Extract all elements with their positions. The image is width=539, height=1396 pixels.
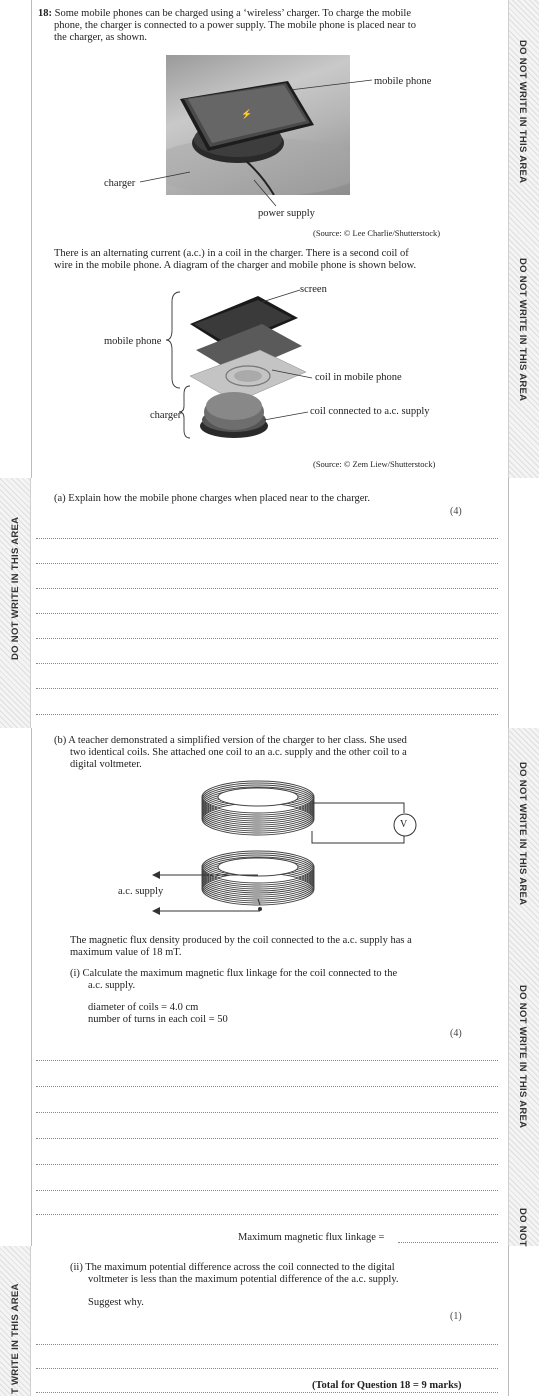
flux-linkage-answer-label: Maximum magnetic flux linkage = [238,1232,385,1243]
part-b-ii-line1: (ii) The maximum potential difference across the coil connected to the digital [70,1262,395,1273]
part-b-i-turns: number of turns in each coil = 50 [88,1014,228,1025]
question-intro-line2: phone, the charger is connected to a power supply. The mobile phone is placed near to [54,20,416,31]
part-b-i-diameter: diameter of coils = 4.0 cm [88,1002,199,1013]
part-b-line1: (b) A teacher demonstrated a simplified version of the charger to her class. She used [54,735,407,746]
voltmeter-label: V [400,819,408,830]
photo-label-charger: charger [104,178,136,189]
answer-line-b-ii-3[interactable] [36,1392,498,1393]
question-intro-line3: the charger, as shown. [54,32,147,43]
border-line-right-bottom [508,1246,509,1396]
answer-line-a2[interactable] [36,563,498,564]
answer-line-a4[interactable] [36,613,498,614]
part-b-ii-suggest: Suggest why. [88,1297,144,1308]
margin-label-left-2: T WRITE IN THIS AREA [10,1283,21,1394]
svg-text:⚡: ⚡ [241,109,253,119]
part-b-ii-line2: voltmeter is less than the maximum potential difference of the a.c. supply. [88,1274,399,1285]
border-line-right-mid [508,478,509,728]
working-line-5[interactable] [36,1164,498,1165]
ac-supply-label: a.c. supply [118,886,164,897]
photo-label-power-supply: power supply [258,208,315,219]
margin-label-right-4: DO NOT WRITE IN THIS AREA [517,985,528,1129]
para2-line2: wire in the mobile phone. A diagram of the charger and mobile phone is shown below. [54,260,417,271]
part-b-flux-line1: The magnetic flux density produced by the coil connected to the a.c. supply has a [70,935,412,946]
photo-leader-lines [0,0,539,230]
photo-label-mobile-phone: mobile phone [374,76,432,87]
margin-label-right-1: DO NOT WRITE IN THIS AREA [517,40,528,184]
part-b-line2: two identical coils. She attached one coil to an a.c. supply and the other coil to a [70,747,407,758]
part-a-text: (a) Explain how the mobile phone charges when placed near to the charger. [54,493,370,504]
diagram-source: (Source: © Zem Liew/Shutterstock) [313,459,436,469]
diagram-label-mobile-phone: mobile phone [104,336,162,347]
question-intro-line1: Some mobile phones can be charged using a ‘wireless’ charger. To charge the mobile [54,8,411,19]
part-b-i-line2: a.c. supply. [88,980,136,991]
answer-line-a8[interactable] [36,714,498,715]
answer-line-b-ii-1[interactable] [36,1344,498,1345]
working-line-4[interactable] [36,1138,498,1139]
diagram-label-coil-supply: coil connected to a.c. supply [310,406,430,417]
question-number: 18: [38,8,52,19]
answer-line-a5[interactable] [36,638,498,639]
para2-line1: There is an alternating current (a.c.) in a coil in the charger. There is a second coil of [54,248,409,259]
coils-diagram [0,775,539,925]
margin-label-left-1: DO NOT WRITE IN THIS AREA [10,516,21,660]
working-line-3[interactable] [36,1112,498,1113]
answer-line-a7[interactable] [36,688,498,689]
diagram-label-charger: charger [150,410,182,421]
working-line-1[interactable] [36,1060,498,1061]
answer-line-b-ii-2[interactable] [36,1368,498,1369]
working-line-6[interactable] [36,1190,498,1191]
photo-source: (Source: © Lee Charlie/Shutterstock) [313,228,441,238]
charger-diagram [0,278,539,453]
margin-label-right-5: DO NOT [517,1208,528,1247]
working-line-7[interactable] [36,1214,498,1215]
answer-line-a6[interactable] [36,663,498,664]
part-b-i-marks: (4) [450,1028,462,1039]
diagram-label-screen: screen [300,284,327,295]
part-a-marks: (4) [450,506,462,517]
margin-label-right-2: DO NOT WRITE IN THIS AREA [517,258,528,402]
diagram-label-coil-phone: coil in mobile phone [315,372,402,383]
margin-label-right-3: DO NOT WRITE IN THIS AREA [517,762,528,906]
answer-line-a1[interactable] [36,538,498,539]
part-b-ii-marks: (1) [450,1311,462,1322]
answer-line-a3[interactable] [36,588,498,589]
part-b-flux-line2: maximum value of 18 mT. [70,947,182,958]
part-b-line3: digital voltmeter. [70,759,142,770]
total-marks: (Total for Question 18 = 9 marks) [312,1380,462,1391]
flux-linkage-answer-field[interactable] [398,1242,498,1243]
part-b-i-line1: (i) Calculate the maximum magnetic flux linkage for the coil connected to the [70,968,398,979]
working-line-2[interactable] [36,1086,498,1087]
